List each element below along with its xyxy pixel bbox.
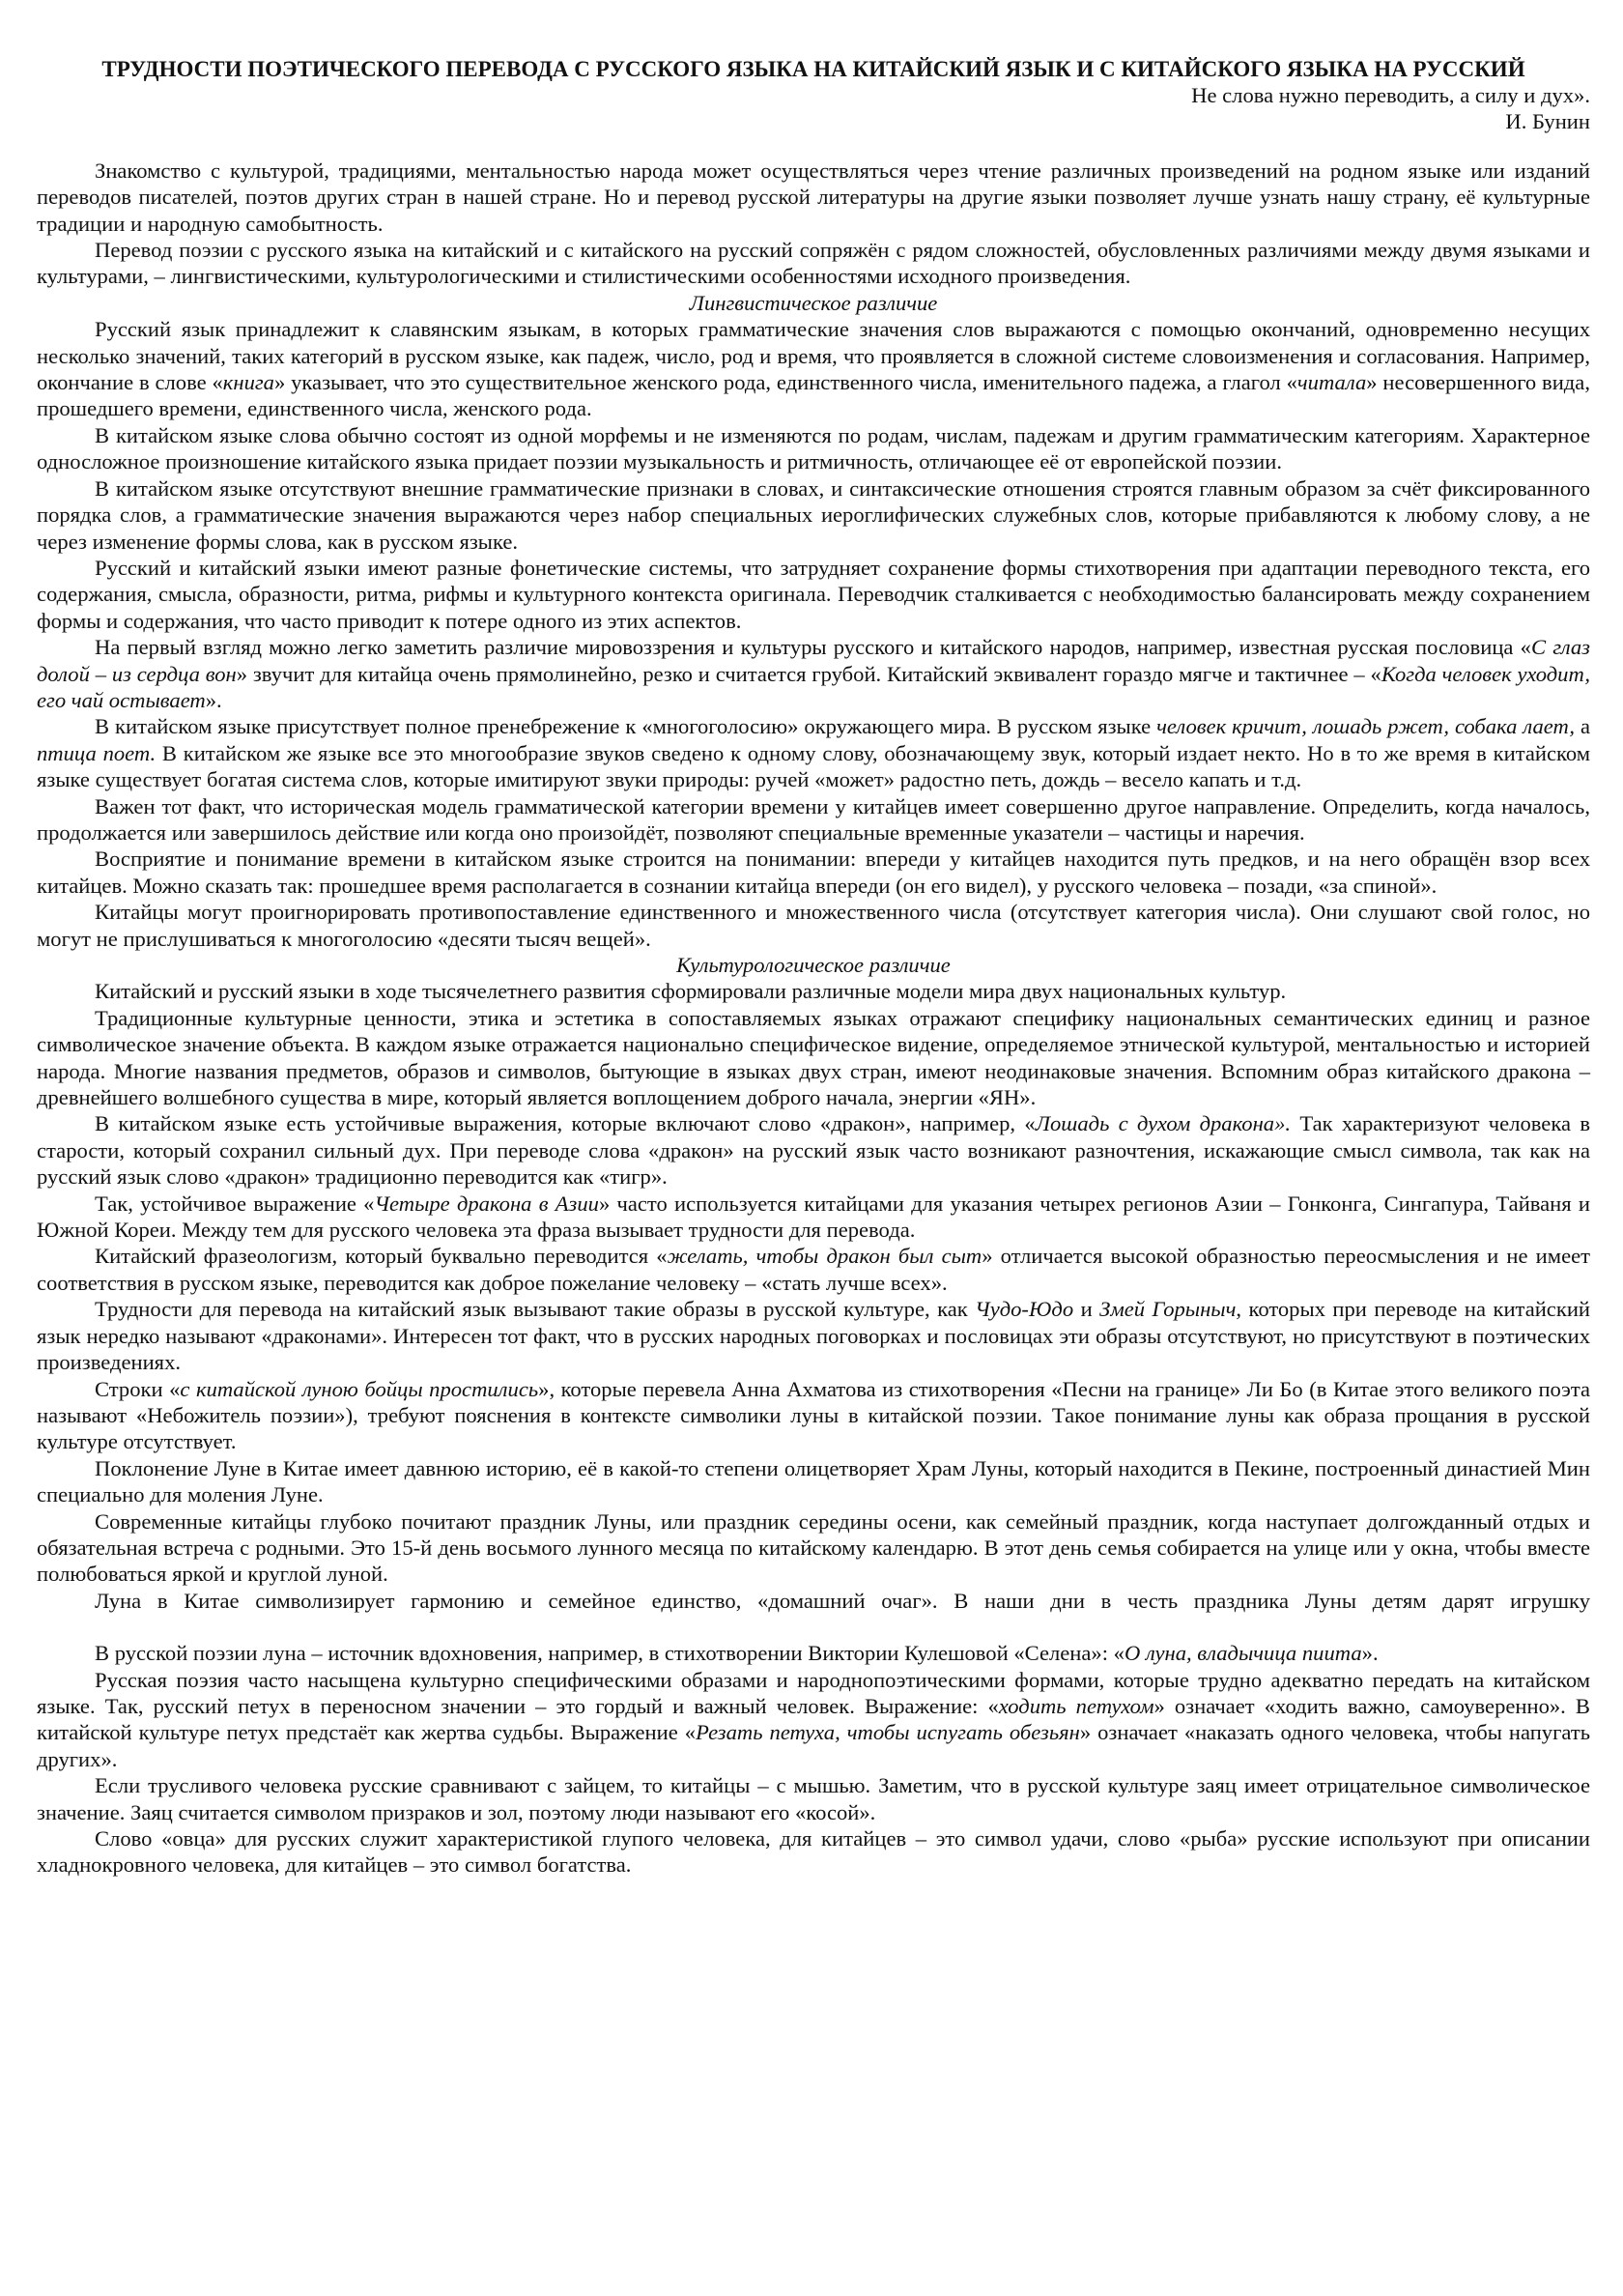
paragraph: Русский и китайский языки имеют разные фонетические системы, что затрудняет сохранение формы стихотворения при адаптации переводного текста, его содержания, смысла, образности, ритма, рифмы и культурного контекста оригинала. Переводчик сталкивается с необходимостью балансировать между сохранением формы и содержания, что часто приводит к потере одного из этих аспектов. <box>37 555 1590 633</box>
paragraph: Русская поэзия часто насыщена культурно специфическими образами и народнопоэтическими формами, которые трудно адекватно передать на китайском языке. Так, русский петух в переносном значении – это гордый и важный человек. Выражение: «ходить петухом» означает «ходить важно, самоуверенно». В китайской культуре петух предстаёт как жертва судьбы. Выражение «Резать петуха, чтобы испугать обезьян» означает «наказать одного человека, чтобы напугать других». <box>37 1667 1590 1771</box>
paragraph: В русской поэзии луна – источник вдохновения, например, в стихотворении Виктории Кулешовой «Селена»: «О луна, владычица пиита». <box>95 1641 1379 1666</box>
paragraph: В китайском языке присутствует полное пренебрежение к «многоголосию» окружающего мира. В русском языке человек кричит, лошадь ржет, собака лает, а птица поет. В китайском же языке все это многообразие звуков сведено к одному слову, обозначающему звук, который издает некто. Но в то же время в китайском языке существует богатая система слов, которые имитируют звуки природы: ручей «может» радостно петь, дождь – весело капать и т.д. <box>37 714 1590 792</box>
section-heading: Культурологическое различие <box>676 953 951 977</box>
paragraph: В китайском языке отсутствуют внешние грамматические признаки в словах, и синтаксические отношения строятся главным образом за счёт фиксированного порядка слов, а грамматические значения выражаются через набор специальных иероглифических служебных слов, которые прибавляются к любому слову, а не через изменение формы слова, как в русском языке. <box>37 475 1590 554</box>
article-body <box>37 158 1590 1879</box>
epigraph-quote: Не слова нужно переводить, а силу и дух». <box>1191 83 1590 107</box>
paragraph: Знакомство с культурой, традициями, ментальностью народа может осуществляться через чтение различных произведений на родном языке или изданий переводов писателей, поэтов других стран в нашей стране. Но и перевод русской литературы на другие языки позволяет лучше узнать нашу страну, её культурные традиции и народную самобытность. <box>37 158 1590 236</box>
paragraph: Современные китайцы глубоко почитают праздник Луны, или праздник середины осени, как семейный праздник, когда наступает долгожданный отдых и обязательная встреча с родными. Это 15-й день восьмого лунного месяца по китайскому календарю. В этот день семья собирается на улице или у окна, чтобы вместе полюбоваться яркой и круглой луной. <box>37 1508 1590 1587</box>
paragraph: Китайский фразеологизм, который буквально переводится «желать, чтобы дракон был сыт» отличается высокой образностью переосмысления и не имеет соответствия в русском языке, переводится как доброе пожелание человеку – «стать лучше всех». <box>37 1244 1590 1295</box>
paragraph: Строки «с китайской луною бойцы простились», которые перевела Анна Ахматова из стихотворения «Песни на границе» Ли Бо (в Китае этого великого поэта называют «Небожитель поэзии»), требуют пояснения в контексте символики луны в китайской поэзии. Такое понимание луны как образа прощания в русской культуре отсутствует. <box>37 1376 1590 1454</box>
paragraph: Традиционные культурные ценности, этика и эстетика в сопоставляемых языках отражают специфику национальных семантических единиц и разное символическое значение объекта. В каждом языке отражается национально специфическое видение, определяемое этнической культурой, ментальностью и историей народа. Многие названия предметов, образов и символов, бытующие в языках двух стран, имеют неодинаковые значения. Вспомним образ китайского дракона – древнейшего волшебного существа в мире, который является воплощением доброго начала, энергии «ЯН». <box>37 1005 1590 1110</box>
paragraph: В китайском языке есть устойчивые выражения, которые включают слово «дракон», например, «Лошадь с духом дракона». Так характеризуют человека в старости, который сохранил сильный дух. При переводе слова «дракон» на русский язык часто возникают разночтения, искажающие смысл символа, так как на русский язык слово «дракон» традиционно переводится как «тигр». <box>37 1111 1590 1190</box>
paragraph: В китайском языке слова обычно состоят из одной морфемы и не изменяются по родам, числам, падежам и другим грамматическим категориям. Характерное односложное произношение китайского языка придает поэзии музыкальность и ритмичность, отличающее её от европейской поэзии. <box>37 422 1590 474</box>
document-title: ТРУДНОСТИ ПОЭТИЧЕСКОГО ПЕРЕВОДА С РУССКОГО ЯЗЫКА НА КИТАЙСКИЙ ЯЗЫК И С КИТАЙСКОГО ЯЗЫКА НА РУССКИЙ <box>101 57 1525 81</box>
paragraph: Слово «овца» для русских служит характеристикой глупого человека, для китайцев – это символ удачи, слово «рыба» русские используют при описании хладнокровного человека, для китайцев – это символ богатства. <box>37 1826 1590 1878</box>
paragraph: Китайский и русский языки в ходе тысячелетнего развития сформировали различные модели мира двух национальных культур. <box>95 979 1287 1004</box>
paragraph: Так, устойчивое выражение «Четыре дракона в Азии» часто используется китайцами для указания четырех регионов Азии – Гонконга, Сингапура, Тайваня и Южной Кореи. Между тем для русского человека эта фраза вызывает трудности для перевода. <box>37 1191 1590 1243</box>
paragraph: Русский язык принадлежит к славянским языкам, в которых грамматические значения слов выражаются с помощью окончаний, одновременно несущих несколько значений, таких категорий в русском языке, как падеж, число, род и время, что проявляется в сложной системе словоизменения и согласования. Например, окончание в слове «книга» указывает, что это существительное женского рода, единственного числа, именительного падежа, а глагол «читала» несовершенного вида, прошедшего времени, единственного числа, женского рода. <box>37 317 1590 421</box>
epigraph-author: И. Бунин <box>1505 109 1590 134</box>
paragraph: Восприятие и понимание времени в китайском языке строится на понимании: впереди у китайцев находится путь предков, и на него обращён взор всех китайцев. Можно сказать так: прошедшее время располагается в сознании китайца впереди (он его видел), у русского человека – позади, «за спиной». <box>37 847 1590 898</box>
paragraph: Поклонение Луне в Китае имеет давнюю историю, её в какой-то степени олицетворяет Храм Луны, который находится в Пекине, построенный династией Мин специально для моления Луне. <box>37 1455 1590 1507</box>
paragraph: Перевод поэзии с русского языка на китайский и с китайского на русский сопряжён с рядом сложностей, обусловленных различиями между двумя языками и культурами, – лингвистическими, культурологическими и стилистическими особенностями исходного произведения. <box>37 238 1590 289</box>
paragraph: Китайцы могут проигнорировать противопоставление единственного и множественного числа (отсутствует категория числа). Они слушают свой голос, но могут не прислушиваться к многоголосию «десяти тысяч вещей». <box>37 900 1590 951</box>
paragraph: На первый взгляд можно легко заметить различие мировоззрения и культуры русского и китайского народов, например, известная русская пословица «С глаз долой – из сердца вон» звучит для китайца очень прямолинейно, резко и считается грубой. Китайский эквивалент гораздо мягче и тактичнее – «Когда человек уходит, его чай остывает». <box>37 635 1590 712</box>
paragraph: Трудности для перевода на китайский язык вызывают такие образы в русской культуре, как Чудо-Юдо и Змей Горыныч, которых при переводе на китайский язык нередко называют «драконами». Интересен тот факт, что в русских народных поговорках и пословицах эти образы отсутствуют, но присутствуют в поэтических произведениях. <box>37 1297 1590 1375</box>
section-heading: Лингвистическое различие <box>689 290 938 315</box>
blank-line <box>37 1614 1590 1640</box>
paragraph: Луна в Китае символизирует гармонию и семейное единство, «домашний очаг». В наши дни в честь праздника Луны детям дарят игрушку <box>95 1588 1590 1613</box>
paragraph: Важен тот факт, что историческая модель грамматической категории времени у китайцев имеет совершенно другое направление. Определить, когда началось, продолжается или завершилось действие или когда оно произойдёт, позволяют специальные временные указатели – частицы и наречия. <box>37 793 1590 845</box>
epigraph <box>37 82 1590 135</box>
paragraph: Если трусливого человека русские сравнивают с зайцем, то китайцы – с мышью. Заметим, что в русской культуре заяц имеет отрицательное символическое значение. Заяц считается символом призраков и зол, поэтому люди называют его «косой». <box>37 1773 1590 1824</box>
